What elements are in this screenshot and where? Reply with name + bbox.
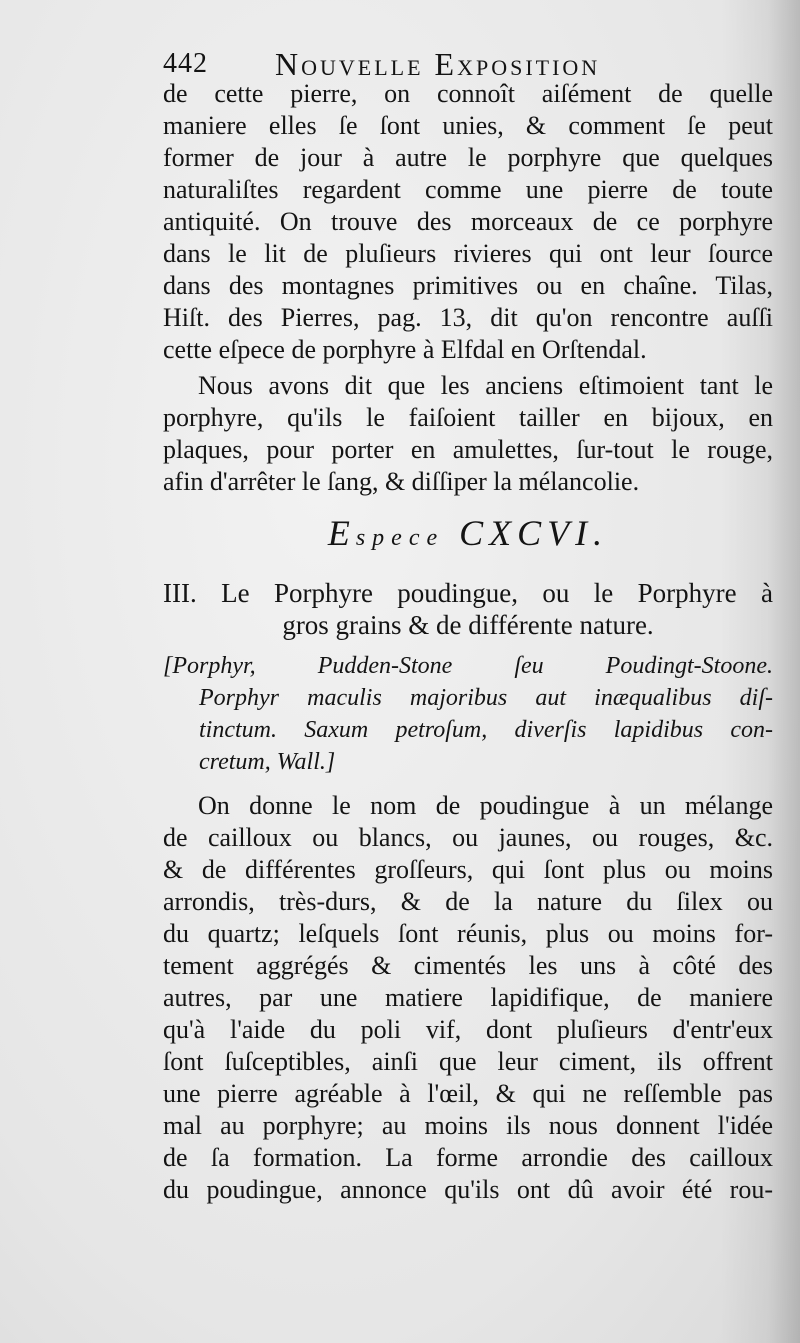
text-line: On donne le nom de poudingue à un mélange — [198, 791, 773, 820]
text-line: dans des montagnes primitives ou en chaîne. Tilas, — [163, 271, 773, 300]
text-line: & de différentes groſſeurs, qui ſont plus ou moins — [163, 855, 773, 884]
text-line: du quartz; leſquels ſont réunis, plus ou moins for- — [163, 919, 773, 948]
synonymy-block — [163, 652, 773, 780]
synonymy-line: Porphyr maculis majoribus aut inæqualibus diſ- — [199, 685, 773, 711]
text-line: tement aggrégés & cimentés les uns à côté des — [163, 951, 773, 980]
title-line-1: III. Le Porphyre poudingue, ou le Porphyre à — [163, 578, 773, 608]
page-number: 442 — [163, 48, 208, 79]
text-line: former de jour à autre le porphyre que quelques — [163, 143, 773, 172]
text-line: plaques, pour porter en amulettes, ſur-tout le rouge, — [163, 435, 773, 464]
text-line: antiquité. On trouve des morceaux de ce porphyre — [163, 207, 773, 236]
text-line: arrondis, très-durs, & de la nature du ſilex ou — [163, 887, 773, 916]
section-heading — [163, 512, 773, 554]
text-line: afin d'arrêter le ſang, & diſſiper la mélancolie. — [163, 467, 640, 496]
synonymy-line: cretum, Wall.] — [199, 749, 336, 775]
text-line: qu'à l'aide du poli vif, dont pluſieurs d'entr'eux — [163, 1015, 773, 1044]
text-line: une pierre agréable à l'œil, & qui ne reſſemble pas — [163, 1079, 773, 1108]
species-title — [163, 576, 773, 642]
text-line: porphyre, qu'ils le faiſoient tailler en bijoux, en — [163, 403, 773, 432]
text-line: naturaliſtes regardent comme une pierre de toute — [163, 175, 773, 204]
synonymy-line: tinctum. Saxum petroſum, diverſis lapidibus con- — [199, 717, 773, 743]
text-line: de cailloux ou blancs, ou jaunes, ou rouges, &c. — [163, 823, 773, 852]
paragraph-3 — [163, 790, 773, 1206]
text-line: Hiſt. des Pierres, pag. 13, dit qu'on rencontre auſſi — [163, 303, 773, 332]
paragraph-2 — [163, 370, 773, 498]
text-line: cette eſpece de porphyre à Elfdal en Orſtendal. — [163, 335, 647, 364]
text-line: Nous avons dit que les anciens eſtimoient tant le — [198, 371, 773, 400]
text-line: dans le lit de pluſieurs rivieres qui ont leur ſource — [163, 239, 773, 268]
espece-number: CXCVI. — [459, 513, 609, 553]
text-line: de cette pierre, on connoît aiſément de quelle — [163, 79, 773, 108]
text-line: autres, par une matiere lapidifique, de maniere — [163, 983, 773, 1012]
paragraph-1 — [163, 78, 773, 366]
text-line: ſont ſuſceptibles, ainſi que leur ciment, ils offrent — [163, 1047, 773, 1076]
synonymy-line: [Porphyr, Pudden-Stone ſeu Poudingt-Stoone. — [163, 653, 773, 679]
text-line: du poudingue, annonce qu'ils ont dû avoir été rou- — [163, 1175, 773, 1204]
running-head: Nouvelle Exposition — [275, 46, 601, 82]
text-line: maniere elles ſe ſont unies, & comment ſe peut — [163, 111, 773, 140]
title-line-2: gros grains & de différente nature. — [282, 610, 654, 640]
text-line: mal au porphyre; au moins ils nous donnent l'idée — [163, 1111, 773, 1140]
espece-word: spece — [355, 525, 445, 551]
text-line: de ſa formation. La forme arrondie des cailloux — [163, 1143, 773, 1172]
espece-initial: E — [327, 513, 356, 553]
